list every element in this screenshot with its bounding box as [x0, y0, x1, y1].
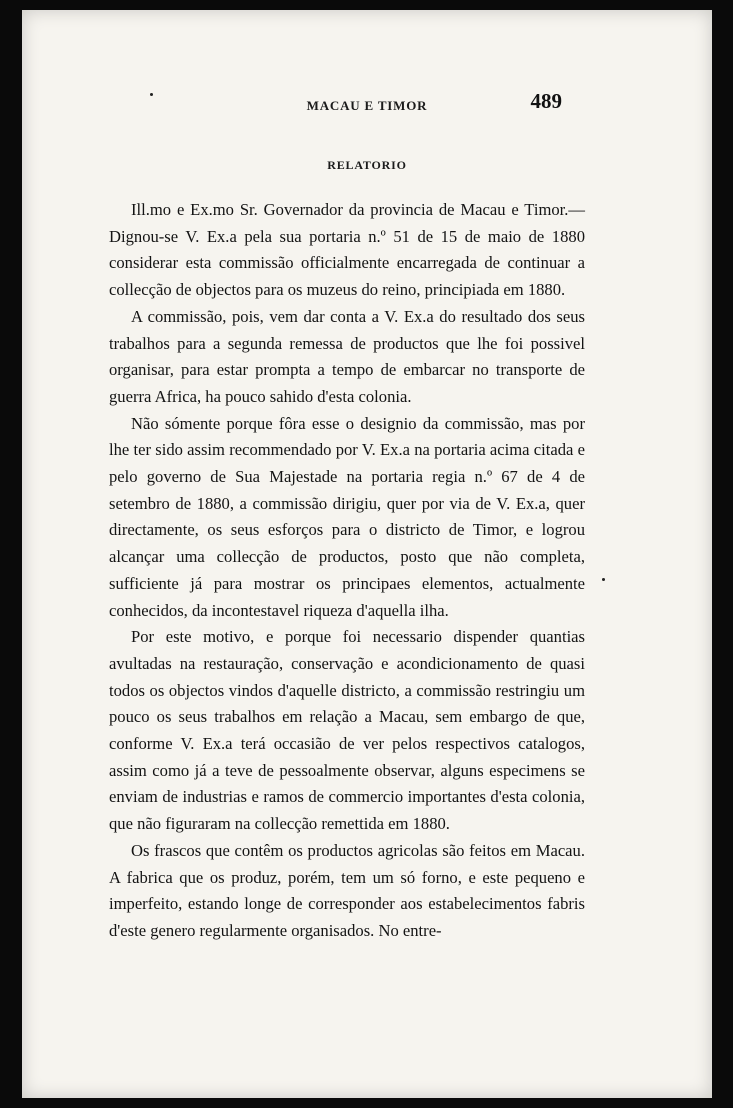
paragraph: Ill.mo e Ex.mo Sr. Governador da provincia de Macau e Timor.—Dignou-se V. Ex.a pela sua portaria n.º 51 de 15 de maio de 1880 considerar esta commissão officialmente encarregada de continuar a collecção de objectos para os muzeus do reino, principiada em 1880. — [109, 200, 585, 300]
paragraph: Não sómente porque fôra esse o designio da commissão, mas por lhe ter sido assim recommendado por V. Ex.a na portaria acima citada e pelo governo de Sua Majestade na portaria regia n.º 67 de 4 de setembro de 1880, a commissão dirigiu, quer por via de V. Ex.a, quer directamente, os seus esforços para o districto de Timor, e logrou alcançar uma collecção de productos, posto que não completa, sufficiente já para mostrar os principaes elementos, actualmente conhecidos, da incontestavel riqueza d'aquella ilha. — [109, 413, 585, 620]
paragraph: Por este motivo, e porque foi necessario dispender quantias avultadas na restauração, conservação e acondicionamento de quasi todos os objectos vindos d'aquelle districto, a commissão restringiu um pouco os seus trabalhos em relação a Macau, sem embargo de que, conforme V. Ex.a terá occasião de ver pelos respectivos catalogos, assim como já a teve de pessoalmente observar, alguns especimens se enviam de industrias e ramos de commercio importantes d'esta colonia, que não figuraram na collecção remettida em 1880. — [109, 627, 585, 834]
page-number: 489 — [530, 89, 562, 113]
paragraph: Os frascos que contêm os productos agricolas são feitos em Macau. A fabrica que os produz, porém, tem um só forno, e este pequeno e imperfeito, estando longe de corresponder aos estabelecimentos fabris d'este genero regularmente organisados. No entre- — [109, 840, 585, 940]
body-text — [109, 197, 585, 945]
paragraph: A commissão, pois, vem dar conta a V. Ex.a do resultado dos seus trabalhos para a segunda remessa de productos que lhe foi possivel organisar, para estar prompta a tempo de embarcar no transporte de guerra Africa, ha pouco sahido d'esta colonia. — [109, 306, 585, 406]
book-page — [22, 10, 712, 1098]
section-title: RELATORIO — [327, 158, 407, 172]
scan-speck — [602, 578, 605, 581]
running-head: MACAU E TIMOR — [306, 98, 428, 113]
scan-speck — [150, 93, 153, 96]
